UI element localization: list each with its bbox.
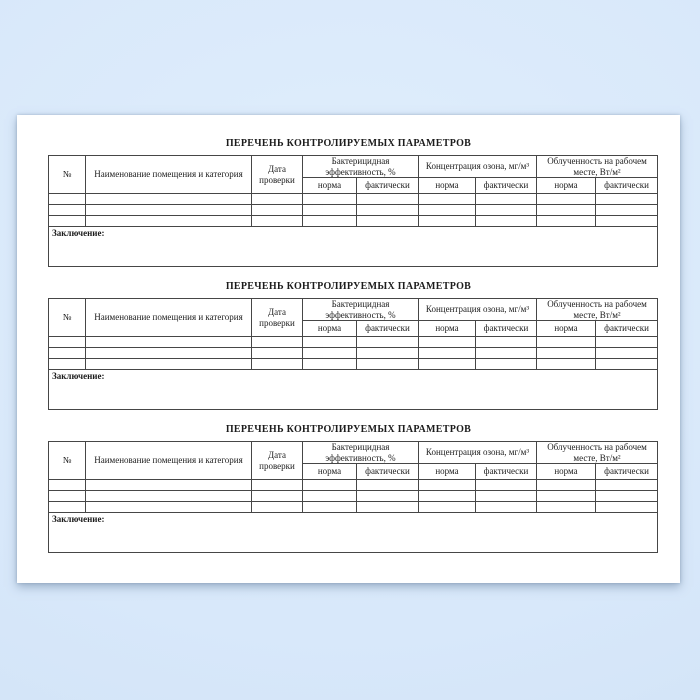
empty-cell (49, 359, 86, 370)
empty-cell (303, 359, 357, 370)
empty-cell (86, 337, 252, 348)
empty-cell (596, 216, 658, 227)
document-sheet (17, 115, 680, 583)
conclusion-label: Заключение: (52, 371, 105, 381)
empty-cell (252, 205, 303, 216)
empty-cell (303, 348, 357, 359)
empty-cell (537, 359, 596, 370)
empty-cell (596, 359, 658, 370)
col-header-room-category: Наименование помещения и категория (86, 442, 252, 480)
empty-cell (49, 491, 86, 502)
empty-cell (537, 502, 596, 513)
empty-cell (252, 194, 303, 205)
empty-cell (303, 205, 357, 216)
empty-data-row (49, 480, 658, 491)
empty-cell (303, 502, 357, 513)
section-title: ПЕРЕЧЕНЬ КОНТРОЛИРУЕМЫХ ПАРАМЕТРОВ (225, 281, 472, 292)
col-group-workplace-irradiance: Облученность на рабочем месте, Вт/м² (537, 156, 658, 178)
empty-cell (537, 491, 596, 502)
empty-cell (357, 491, 419, 502)
col-subheader-actual: фактически (357, 464, 419, 480)
empty-cell (419, 216, 476, 227)
empty-cell (357, 216, 419, 227)
empty-cell (49, 337, 86, 348)
empty-cell (596, 491, 658, 502)
empty-cell (537, 337, 596, 348)
empty-cell (419, 491, 476, 502)
col-subheader-norm: норма (303, 178, 357, 194)
empty-cell (537, 194, 596, 205)
empty-cell (476, 502, 537, 513)
empty-cell (357, 480, 419, 491)
empty-cell (86, 205, 252, 216)
empty-cell (86, 480, 252, 491)
col-subheader-norm: норма (419, 464, 476, 480)
header-group-row (49, 299, 658, 321)
col-header-number: № (49, 156, 86, 194)
col-header-number: № (49, 442, 86, 480)
empty-cell (252, 491, 303, 502)
col-header-check-date: Дата проверки (252, 442, 303, 480)
empty-data-row (49, 216, 658, 227)
empty-cell (357, 194, 419, 205)
empty-cell (303, 194, 357, 205)
section-title: ПЕРЕЧЕНЬ КОНТРОЛИРУЕМЫХ ПАРАМЕТРОВ (225, 138, 472, 149)
empty-cell (252, 216, 303, 227)
col-header-room-category: Наименование помещения и категория (86, 156, 252, 194)
col-subheader-actual: фактически (596, 178, 658, 194)
empty-cell (537, 480, 596, 491)
empty-cell (357, 502, 419, 513)
conclusion-row (49, 370, 658, 410)
empty-cell (303, 216, 357, 227)
header-group-row (49, 442, 658, 464)
empty-cell (357, 205, 419, 216)
parameters-section-2 (17, 281, 680, 410)
col-subheader-norm: норма (537, 464, 596, 480)
empty-data-row (49, 205, 658, 216)
col-subheader-actual: фактически (476, 464, 537, 480)
conclusion-row (49, 227, 658, 267)
col-subheader-actual: фактически (596, 321, 658, 337)
empty-cell (252, 502, 303, 513)
col-group-bactericidal-efficiency: Бактерицидная эффективность, % (303, 156, 419, 178)
section-title: ПЕРЕЧЕНЬ КОНТРОЛИРУЕМЫХ ПАРАМЕТРОВ (225, 424, 472, 435)
conclusion-cell (49, 513, 658, 553)
empty-cell (49, 348, 86, 359)
empty-data-row (49, 194, 658, 205)
col-header-check-date: Дата проверки (252, 156, 303, 194)
empty-cell (476, 359, 537, 370)
col-group-ozone-concentration: Концентрация озона, мг/м³ (419, 442, 537, 464)
empty-cell (476, 480, 537, 491)
empty-cell (537, 216, 596, 227)
empty-cell (596, 480, 658, 491)
empty-cell (86, 348, 252, 359)
empty-cell (252, 337, 303, 348)
empty-cell (476, 337, 537, 348)
empty-cell (476, 194, 537, 205)
empty-cell (49, 480, 86, 491)
empty-cell (303, 480, 357, 491)
empty-cell (303, 337, 357, 348)
conclusion-cell (49, 227, 658, 267)
empty-cell (86, 491, 252, 502)
empty-cell (357, 348, 419, 359)
col-subheader-norm: норма (419, 321, 476, 337)
empty-cell (252, 480, 303, 491)
col-group-ozone-concentration: Концентрация озона, мг/м³ (419, 299, 537, 321)
empty-cell (86, 359, 252, 370)
header-group-row (49, 156, 658, 178)
col-subheader-norm: норма (419, 178, 476, 194)
empty-cell (537, 205, 596, 216)
empty-cell (252, 348, 303, 359)
col-subheader-actual: фактически (476, 178, 537, 194)
parameters-section-3 (17, 424, 680, 553)
empty-cell (303, 491, 357, 502)
col-subheader-actual: фактически (357, 321, 419, 337)
empty-cell (476, 216, 537, 227)
empty-cell (476, 348, 537, 359)
parameters-table (48, 155, 658, 267)
conclusion-label: Заключение: (52, 228, 105, 238)
empty-cell (419, 194, 476, 205)
parameters-table (48, 441, 658, 553)
empty-cell (419, 205, 476, 216)
empty-cell (419, 337, 476, 348)
empty-data-row (49, 359, 658, 370)
empty-data-row (49, 348, 658, 359)
empty-cell (49, 502, 86, 513)
empty-cell (419, 359, 476, 370)
empty-cell (596, 194, 658, 205)
empty-cell (357, 359, 419, 370)
col-subheader-actual: фактически (476, 321, 537, 337)
empty-cell (419, 480, 476, 491)
empty-cell (357, 337, 419, 348)
col-subheader-norm: норма (303, 321, 357, 337)
empty-cell (86, 216, 252, 227)
empty-data-row (49, 337, 658, 348)
empty-cell (596, 502, 658, 513)
col-header-check-date: Дата проверки (252, 299, 303, 337)
col-group-workplace-irradiance: Облученность на рабочем месте, Вт/м² (537, 299, 658, 321)
empty-cell (86, 502, 252, 513)
empty-cell (596, 205, 658, 216)
empty-data-row (49, 502, 658, 513)
parameters-section-1 (17, 138, 680, 267)
empty-cell (596, 337, 658, 348)
parameters-table (48, 298, 658, 410)
col-subheader-norm: норма (303, 464, 357, 480)
empty-cell (49, 216, 86, 227)
empty-cell (537, 348, 596, 359)
col-subheader-norm: норма (537, 178, 596, 194)
empty-cell (49, 194, 86, 205)
col-group-ozone-concentration: Концентрация озона, мг/м³ (419, 156, 537, 178)
col-header-room-category: Наименование помещения и категория (86, 299, 252, 337)
col-subheader-actual: фактически (596, 464, 658, 480)
empty-cell (49, 205, 86, 216)
empty-data-row (49, 491, 658, 502)
col-subheader-actual: фактически (357, 178, 419, 194)
col-subheader-norm: норма (537, 321, 596, 337)
empty-cell (252, 359, 303, 370)
col-group-bactericidal-efficiency: Бактерицидная эффективность, % (303, 299, 419, 321)
conclusion-label: Заключение: (52, 514, 105, 524)
empty-cell (419, 502, 476, 513)
empty-cell (86, 194, 252, 205)
col-group-workplace-irradiance: Облученность на рабочем месте, Вт/м² (537, 442, 658, 464)
col-group-bactericidal-efficiency: Бактерицидная эффективность, % (303, 442, 419, 464)
empty-cell (596, 348, 658, 359)
conclusion-cell (49, 370, 658, 410)
col-header-number: № (49, 299, 86, 337)
empty-cell (476, 205, 537, 216)
conclusion-row (49, 513, 658, 553)
empty-cell (419, 348, 476, 359)
empty-cell (476, 491, 537, 502)
